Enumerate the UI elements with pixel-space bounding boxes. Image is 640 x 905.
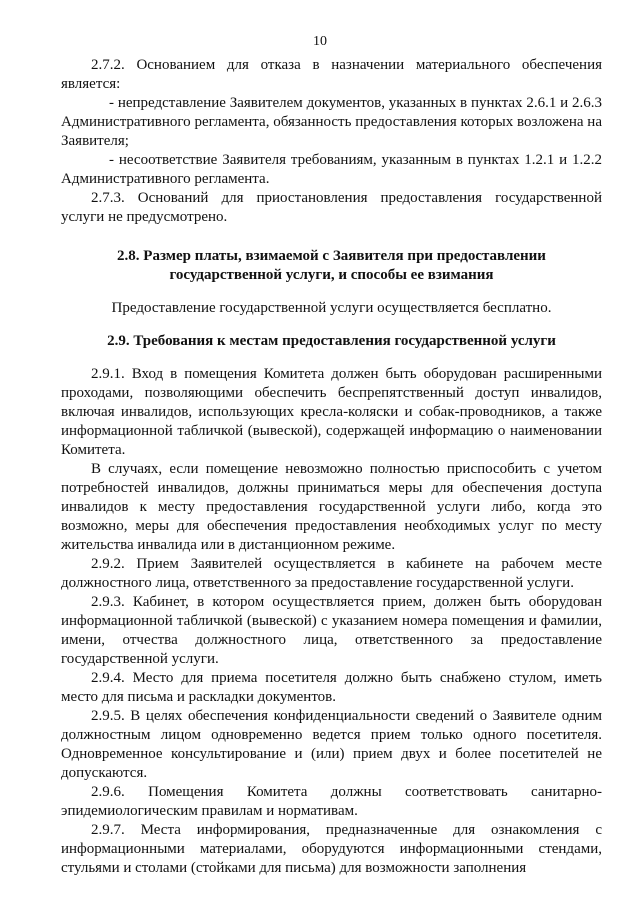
paragraph: 2.9.4. Место для приема посетителя должно быть снабжено стулом, иметь место для письма и раскладки документов. [61, 670, 602, 705]
paragraph: 2.9.3. Кабинет, в котором осуществляется прием, должен быть оборудован информационной табличкой (вывеской) с указанием номера помещения и фамилии, имени, отчества должностного лица, ответственного за предоставление государственной услуги. [61, 594, 602, 667]
section-heading: 2.8. Размер платы, взимаемой с Заявителя при предоставлении государственной услуги, и способы ее взимания [117, 248, 546, 283]
spacer [61, 227, 602, 247]
paragraph: 2.9.2. Прием Заявителей осуществляется в кабинете на рабочем месте должностного лица, ответственного за предоставление государственной услуги. [61, 556, 602, 591]
paragraph: 2.9.6. Помещения Комитета должны соответствовать санитарно-эпидемиологическим правилам и нормативам. [61, 784, 602, 819]
paragraph: 2.7.3. Оснований для приостановления предоставления государственной услуги не предусмотрено. [61, 190, 602, 225]
document-body [61, 56, 602, 878]
page-number: 10 [313, 34, 327, 49]
list-item: - непредставление Заявителем документов, указанных в пунктах 2.6.1 и 2.6.3 Административного регламента, обязанность предоставления которых возложена на Заявителя; [61, 95, 602, 149]
paragraph: В случаях, если помещение невозможно полностью приспособить с учетом потребностей инвалидов, должны приниматься меры для обеспечения доступа инвалидов к месту предоставления государственной услуги либо, когда это возможно, меры для обеспечения предоставления необходимых услуг по месту жительства инвалида или в дистанционном режиме. [61, 461, 602, 553]
paragraph: 2.9.5. В целях обеспечения конфиденциальности сведений о Заявителе одним должностным лицом одновременно ведется прием только одного посетителя. Одновременное консультирование и (или) прием двух и более посетителей не допускаются. [61, 708, 602, 781]
spacer [61, 285, 602, 299]
centered-paragraph: Предоставление государственной услуги осуществляется бесплатно. [111, 300, 552, 316]
spacer [61, 318, 602, 332]
section-heading: 2.9. Требования к местам предоставления государственной услуги [107, 333, 556, 349]
paragraph: 2.9.1. Вход в помещения Комитета должен быть оборудован расширенными проходами, позволяющими обеспечить беспрепятственный доступ инвалидов, включая инвалидов, использующих кресла-коляски и собак-проводников, а также информационной табличкой (вывеской), содержащей информацию о наименовании Комитета. [61, 366, 602, 458]
paragraph: 2.9.7. Места информирования, предназначенные для ознакомления с информационными материалами, оборудуются информационными стендами, стульями и столами (стойками для письма) для возможности заполнения [61, 822, 602, 876]
spacer [61, 351, 602, 365]
paragraph: 2.7.2. Основанием для отказа в назначении материального обеспечения является: [61, 57, 602, 92]
list-item: - несоответствие Заявителя требованиям, указанным в пунктах 1.2.1 и 1.2.2 Административного регламента. [61, 152, 602, 187]
